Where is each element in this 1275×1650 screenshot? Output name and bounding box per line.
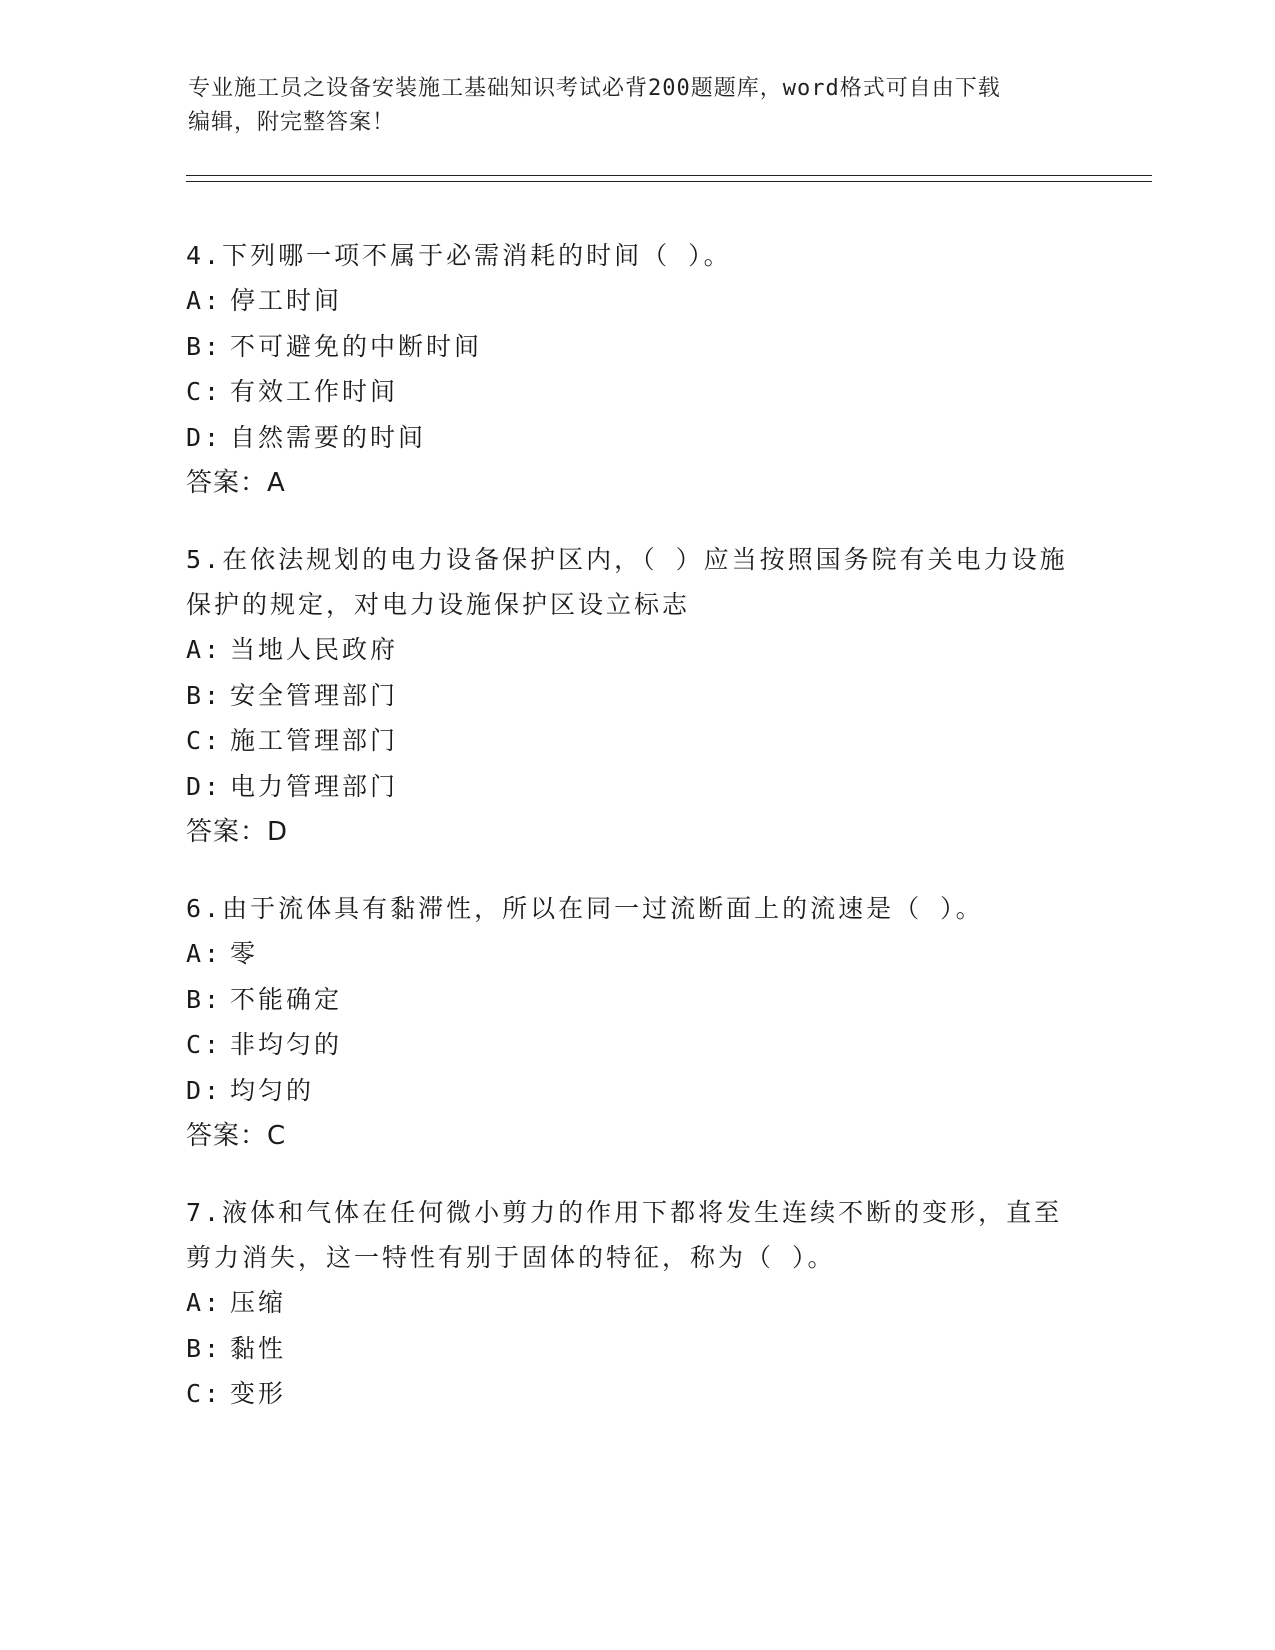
option-text: 零 [230, 939, 259, 968]
option-letter: C: [186, 377, 223, 406]
question-text: 4.下列哪一项不属于必需消耗的时间（ ）。 [186, 241, 732, 270]
question-5 [186, 537, 1086, 855]
question-list [186, 233, 1086, 1448]
answer-line: 答案：C [186, 1121, 287, 1151]
option-text: 自然需要的时间 [230, 422, 427, 452]
option-text: 均匀的 [230, 1075, 315, 1105]
option-text: 电力管理部门 [230, 771, 399, 801]
option-letter: C: [186, 1379, 223, 1408]
option-a [186, 931, 1086, 977]
option-c [186, 1022, 1086, 1068]
option-letter: B: [186, 1333, 223, 1363]
option-letter: A: [186, 939, 223, 968]
option-letter: A: [186, 1288, 223, 1317]
option-b [186, 977, 1086, 1023]
option-text: 施工管理部门 [230, 726, 399, 755]
option-d [186, 764, 1086, 810]
option-a [186, 1280, 1086, 1326]
question-text: 7.液体和气体在任何微小剪力的作用下都将发生连续不断的变形，直至剪力消失，这一特性有别于固体的特征，称为（ ）。 [186, 1198, 1063, 1272]
option-letter: B: [186, 331, 223, 361]
option-text: 不能确定 [230, 984, 343, 1014]
option-b [186, 673, 1086, 719]
option-c [186, 369, 1086, 415]
option-a [186, 627, 1086, 673]
option-letter: A: [186, 286, 223, 315]
answer-line: 答案：D [186, 817, 289, 847]
option-c [186, 718, 1086, 764]
header-line-1: 专业施工员之设备安装施工基础知识考试必背200题题库，word格式可自由下载 [188, 76, 1001, 101]
question-text: 5.在依法规划的电力设备保护区内，（ ）应当按照国务院有关电力设施保护的规定，对电力设施保护区设立标志 [186, 545, 1068, 619]
option-letter: D: [186, 771, 223, 801]
option-a [186, 278, 1086, 324]
option-letter: D: [186, 1075, 223, 1105]
header-divider-top [186, 175, 1152, 176]
question-4 [186, 233, 1086, 506]
option-text: 当地人民政府 [230, 635, 399, 664]
option-letter: B: [186, 680, 223, 710]
option-c [186, 1371, 1086, 1417]
option-b [186, 324, 1086, 370]
option-text: 变形 [230, 1379, 287, 1408]
document-header [188, 72, 1078, 140]
option-text: 不可避免的中断时间 [230, 331, 483, 361]
header-line-2: 编辑，附完整答案！ [188, 110, 396, 135]
question-text: 6.由于流体具有黏滞性，所以在同一过流断面上的流速是（ ）。 [186, 894, 984, 923]
option-text: 压缩 [230, 1288, 287, 1317]
question-6 [186, 886, 1086, 1159]
option-letter: B: [186, 984, 223, 1014]
option-text: 非均匀的 [230, 1030, 343, 1059]
option-letter: D: [186, 422, 223, 452]
option-letter: C: [186, 1030, 223, 1059]
answer-line: 答案：A [186, 468, 286, 498]
option-text: 停工时间 [230, 286, 343, 315]
option-letter: A: [186, 635, 223, 664]
option-b [186, 1326, 1086, 1372]
option-text: 黏性 [230, 1333, 287, 1363]
option-d [186, 415, 1086, 461]
option-d [186, 1068, 1086, 1114]
header-divider-bottom [186, 181, 1152, 182]
option-letter: C: [186, 726, 223, 755]
option-text: 安全管理部门 [230, 680, 399, 710]
question-7 [186, 1190, 1086, 1417]
option-text: 有效工作时间 [230, 377, 399, 406]
